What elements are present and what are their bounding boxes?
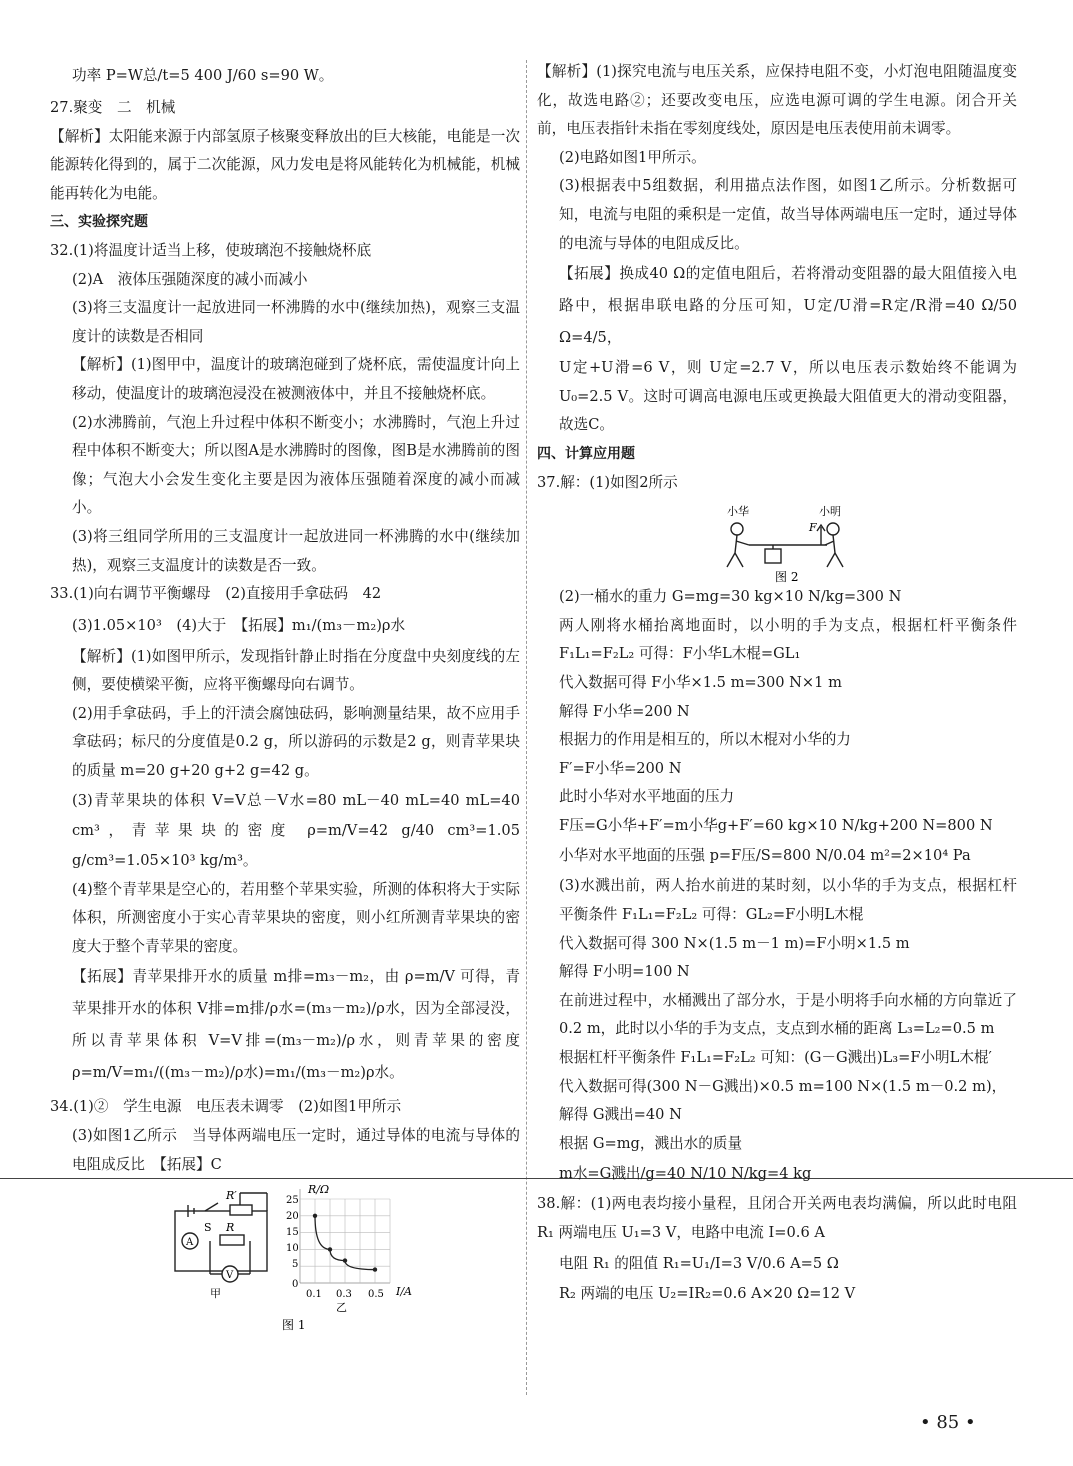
figure-2-caption: 图 2: [775, 570, 799, 584]
stick-figures: [727, 523, 843, 567]
q32-answer-3: (3)将三支温度计一起放进同一杯沸腾的水中(继续加热)，观察三支温度计的读数是否相同: [72, 299, 520, 345]
q37-line: 代入数据可得(300 N－G溅出)×0.5 m=100 N×(1.5 m－0.2 m)，: [559, 1077, 1007, 1095]
q37-line: 在前进过程中，水桶溅出了部分水，于是小明将手向水桶的方向靠近了0.2 m，此时以小华的手为支点，支点到水桶的距离 L₃=L₂=0.5 m: [559, 991, 1017, 1038]
data-point: [373, 1268, 377, 1272]
page-number: • 85 •: [920, 1412, 976, 1433]
q33-extension: 【拓展】青苹果排开水的质量 m排=m₃－m₂，由 ρ=m/V 可得，青苹果排开水的体积 V排=m排/ρ水=(m₃－m₂)/ρ水，因为全部浸没，所以青苹果体积 V=V排=(m₃－m₂)/ρ水，则青苹果的密度 ρ=m/V=m₁/((m₃－m₂)/ρ水)=m₁/(m₃－m₂)ρ水。: [72, 968, 520, 1082]
right-person-head: [827, 523, 839, 535]
graph-caption: 乙: [336, 1301, 347, 1315]
q32-analysis-3: (3)将三组同学所用的三支温度计一起放进同一杯沸腾的水中(继续加热)，观察三支温度计的读数是否一致。: [72, 527, 520, 574]
q37-line: (3)水溅出前，两人抬水前进的某时刻，以小华的手为支点，根据杠杆平衡条件 F₁L₁=F₂L₂ 可得：GL₂=F小明L木棍: [559, 877, 1017, 924]
q37-line: 小华对水平地面的压强 p=F压/S=800 N/0.04 m²=2×10⁴ Pa: [559, 847, 971, 865]
q27-answer: 27.聚变 二 机械: [50, 99, 176, 116]
xtick: 0.3: [336, 1289, 352, 1301]
column-divider: [526, 60, 527, 1395]
xtick: 0.1: [306, 1289, 322, 1301]
switch-blade: [205, 1203, 218, 1211]
switch-label: S: [204, 1221, 212, 1235]
q37-answer-1: 37.解：(1)如图2所示: [537, 473, 678, 491]
q37-line: 两人刚将水桶抬离地面时，以小明的手为支点，根据杠杆平衡条件 F₁L₁=F₂L₂ 可得：F小华L木棍=GL₁: [559, 616, 1017, 663]
q37-line: 根据力的作用是相互的，所以木棍对小华的力: [559, 731, 851, 749]
graph-x-label: I/A: [396, 1285, 412, 1299]
q37-line: 根据 G=mg，溅出水的质量: [559, 1134, 743, 1152]
voltmeter-label: V: [226, 1270, 234, 1282]
label-xiaohua: 小华: [727, 505, 749, 519]
figure-2-svg: [537, 497, 1017, 583]
q37-line: 代入数据可得 300 N×(1.5 m－1 m)=F小明×1.5 m: [559, 934, 910, 952]
figure-1-svg: [50, 1179, 520, 1339]
q33-analysis-4: (4)整个青苹果是空心的，若用整个苹果实验，所测的体积将大于实际体积，所测密度小于实心青苹果块的密度，则小红所测青苹果块的密度大于整个青苹果的密度。: [72, 880, 520, 955]
label-force: F: [809, 521, 817, 535]
ytick: 25: [286, 1195, 299, 1207]
q37-line: 代入数据可得 F小华×1.5 m=300 N×1 m: [559, 673, 842, 691]
q32-analysis-2: (2)水沸腾前，气泡上升过程中体积不断变小；水沸腾时，气泡上升过程中体积不断变大；所以图A是水沸腾时的图像，图B是水沸腾前的图像；气泡大小会发生变化主要是因为液体压强随着深度的减小而减小。: [72, 413, 520, 517]
q37-line: F压=G小华+F′=m小华g+F′=60 kg×10 N/kg+200 N=800 N: [559, 816, 993, 834]
q37-line: F′=F小华=200 N: [559, 759, 682, 777]
q37-line: m水=G溅出/g=40 N/10 N/kg=4 kg: [559, 1165, 812, 1183]
q32-answer-1: 32.(1)将温度计适当上移，使玻璃泡不接触烧杯底: [50, 241, 372, 259]
q32-answer-2: (2)A 液体压强随深度的减小而减小: [72, 270, 308, 288]
q33-analysis-3: (3)青苹果块的体积 V=V总－V水=80 mL－40 mL=40 mL=40 cm³，青苹果块的密度 ρ=m/V=42 g/40 cm³=1.05 g/cm³=1.05×10³ kg/m³。: [72, 791, 520, 869]
q37-line: 解得 G溅出=40 N: [559, 1106, 682, 1124]
graph-x-ticks: [306, 1289, 384, 1300]
graph-y-label: R/Ω: [308, 1183, 330, 1197]
q37-line: (2)一桶水的重力 G=mg=30 kg×10 N/kg=300 N: [559, 588, 902, 606]
q34-analysis-2: (2)电路如图1甲所示。: [559, 148, 706, 166]
graph-y-ticks: [286, 1195, 299, 1290]
data-point: [328, 1247, 332, 1251]
figure-2: [537, 497, 1017, 583]
ytick: 20: [286, 1211, 299, 1223]
q27-analysis: 【解析】太阳能来源于内部氢原子核聚变释放出的巨大核能，电能是一次能源转化得到的，属于二次能源，风力发电是将风能转化为机械能，机械能再转化为电能。: [50, 127, 520, 202]
q38-line: 38.解：(1)两电表均接小量程，且闭合开关两电表均满偏，所以此时电阻 R₁ 两端电压 U₁=3 V，电路中电流 I=0.6 A: [537, 1195, 1017, 1241]
bucket: [765, 549, 781, 563]
q33-analysis-2: (2)用手拿砝码，手上的汗渍会腐蚀砝码，影响测量结果，故不应用手拿砝码；标尺的分度值是0.2 g，所以游码的示数是2 g，则青苹果块的质量 m=20 g+20 g+2 g=42 g。: [72, 704, 520, 780]
data-point: [343, 1259, 347, 1263]
label-xiaoming: 小明: [819, 505, 841, 519]
ytick: 5: [292, 1259, 299, 1271]
q33-analysis-1: 【解析】(1)如图甲所示，发现指针静止时指在分度盘中央刻度线的左侧，要使横梁平衡，应将平衡螺母向右调节。: [72, 647, 520, 694]
q37-line: 解得 F小明=100 N: [559, 963, 690, 981]
q33-answer-2: (3)1.05×10³ (4)大于 【拓展】m₁/(m₃－m₂)ρ水: [72, 616, 406, 634]
rheostat: [230, 1205, 252, 1215]
section-calc-heading: 四、计算应用题: [537, 445, 635, 462]
q37-line: 此时小华对水平地面的压力: [559, 788, 735, 806]
resistor-label: R: [226, 1221, 235, 1235]
ytick: 0: [292, 1279, 299, 1291]
q34-extension-2: U定+U滑=6 V，则 U定=2.7 V，所以电压表示数始终不能调为 U₀=2.5 V。这时可调高电源电压或更换最大阻值更大的滑动变阻器，故选C。: [559, 359, 1017, 434]
right-column: [537, 58, 1017, 1308]
ytick: 10: [286, 1243, 299, 1255]
left-person-head: [731, 523, 743, 535]
xtick: 0.5: [368, 1289, 384, 1301]
q38-line: R₂ 两端的电压 U₂=IR₂=0.6 A×20 Ω=12 V: [559, 1284, 856, 1302]
q38-line: 电阻 R₁ 的阻值 R₁=U₁/I=3 V/0.6 A=5 Ω: [559, 1254, 839, 1272]
circuit-caption: 甲: [210, 1287, 221, 1301]
rheostat-label: R′: [226, 1189, 237, 1203]
ammeter-label: A: [186, 1237, 194, 1249]
q34-analysis-1: 【解析】(1)探究电流与电压关系，应保持电阻不变，小灯泡电阻随温度变化，故选电路②；还要改变电压，应选电源可调的学生电源。闭合开关前，电压表指针未指在零刻度线处，原因是电压表使用前未调零。: [537, 63, 1017, 138]
ytick: 15: [286, 1227, 299, 1239]
q34-extension-1: 【拓展】换成40 Ω的定值电阻后，若将滑动变阻器的最大阻值接入电路中，根据串联电路的分压可知，U定/U滑=R定/R滑=40 Ω/50 Ω=4/5，: [559, 265, 1017, 347]
q33-answer-1: 33.(1)向右调节平衡螺母 (2)直接用手拿砝码 42: [50, 585, 382, 603]
section-experiment-heading: 三、实验探究题: [50, 214, 148, 231]
resistor: [220, 1235, 244, 1245]
q34-answer-2: (3)如图1乙所示 当导体两端电压一定时，通过导体的电流与导体的电阻成反比 【拓展】C: [72, 1127, 520, 1173]
left-column: [50, 58, 520, 1339]
q34-answer-1: 34.(1)② 学生电源 电压表未调零 (2)如图1甲所示: [50, 1098, 402, 1116]
figure-1: [50, 1179, 520, 1339]
figure-1-caption: 图 1: [282, 1318, 306, 1333]
q32-analysis-1: 【解析】(1)图甲中，温度计的玻璃泡碰到了烧杯底，需使温度计向上移动，使温度计的玻璃泡浸没在被测液体中，并且不接触烧杯底。: [72, 356, 520, 402]
q37-line: 解得 F小华=200 N: [559, 702, 690, 720]
data-point: [313, 1214, 317, 1218]
power-formula: 功率 P=W总/t=5 400 J/60 s=90 W。: [72, 67, 334, 84]
q37-line: 根据杠杆平衡条件 F₁L₁=F₂L₂ 可知：(G－G溅出)L₃=F小明L木棍′: [559, 1049, 992, 1067]
q34-analysis-3: (3)根据表中5组数据，利用描点法作图，如图1乙所示。分析数据可知，电流与电阻的乘积是一定值，故当导体两端电压一定时，通过导体的电流与导体的电阻成反比。: [559, 177, 1017, 252]
